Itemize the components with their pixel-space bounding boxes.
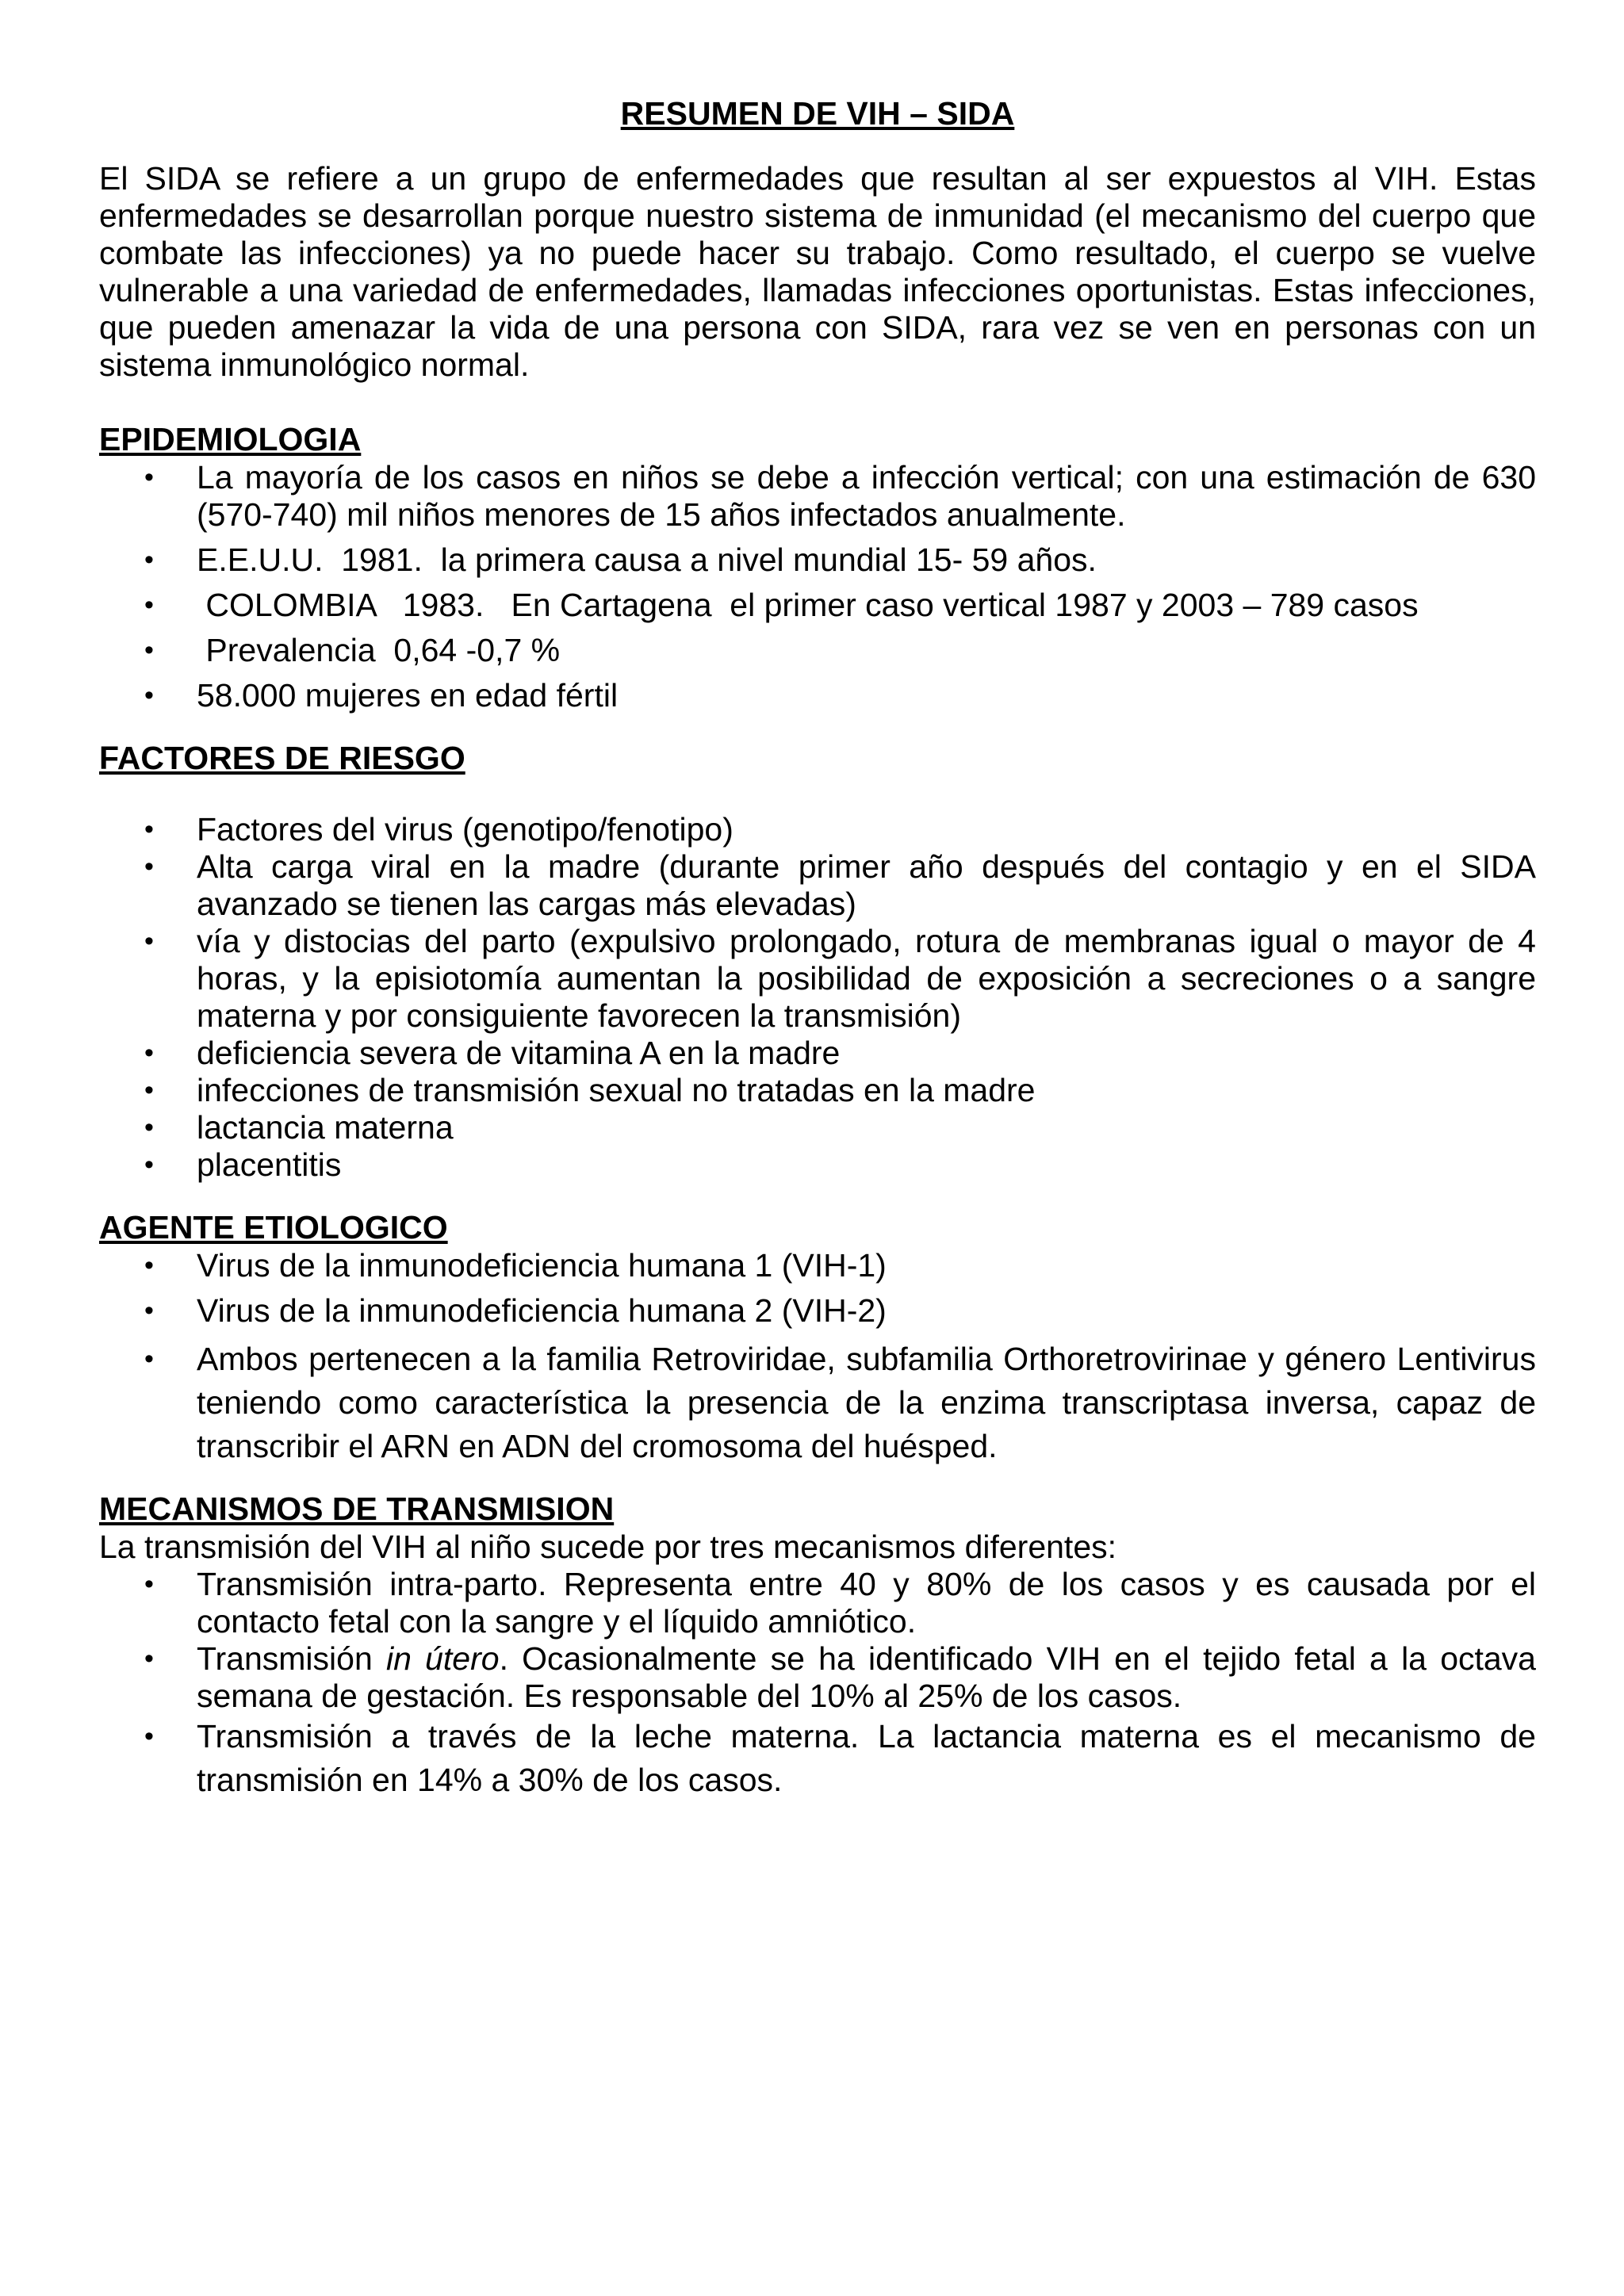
bullet-icon: • [144, 926, 154, 956]
list-item: • infecciones de transmisión sexual no tratadas en la madre [144, 1072, 1036, 1108]
agente-list [99, 1247, 1536, 1468]
bullet-icon: • [144, 1569, 154, 1599]
bullet-icon: • [144, 1644, 154, 1674]
bullet-icon: • [144, 1295, 154, 1326]
list-item: • E.E.U.U. 1981. la primera causa a nivel mundial 15- 59 años. [144, 541, 1097, 578]
bullet-icon: • [144, 1344, 154, 1374]
bullet-icon: • [144, 1150, 154, 1180]
list-item: • 58.000 mujeres en edad fértil [144, 677, 619, 714]
bullet-icon: • [144, 1038, 154, 1068]
page-title: RESUMEN DE VIH – SIDA [620, 95, 1015, 132]
document-page [99, 94, 1536, 1802]
factores-list [99, 811, 1536, 1184]
bullet-icon: • [144, 590, 154, 620]
list-item: • Ambos pertenecen a la familia Retroviridae, subfamilia Orthoretrovirinae y género Lentivirus teniendo como característica la presencia de la enzima transcriptasa inversa, capaz de transcribir el ARN en ADN del cromosoma del huésped. [99, 1337, 1536, 1468]
bullet-icon: • [144, 635, 154, 665]
list-item: • Transmisión a través de la leche materna. La lactancia materna es el mecanismo de transmisión en 14% a 30% de los casos. [99, 1715, 1536, 1802]
list-item: • Factores del virus (genotipo/fenotipo) [144, 811, 733, 848]
bullet-icon: • [144, 680, 154, 710]
factores-heading: FACTORES DE RIESGO [99, 740, 465, 776]
bullet-icon: • [144, 814, 154, 844]
bullet-icon: • [144, 462, 154, 492]
agente-heading: AGENTE ETIOLOGICO [99, 1209, 448, 1246]
list-item: • vía y distocias del parto (expulsivo prolongado, rotura de membranas igual o mayor de 4 horas, y la episiotomía aumentan la posibilidad de exposición a secreciones o a sangre materna y por consiguiente favorecen la transmisión) [144, 923, 1536, 1034]
bullet-icon: • [144, 545, 154, 575]
list-item: • La mayoría de los casos en niños se debe a infección vertical; con una estimación de 630 (570-740) mil niños menores de 15 años infectados anualmente. [144, 459, 1536, 533]
epidemiologia-heading: EPIDEMIOLOGIA [99, 421, 362, 457]
bullet-icon: • [144, 1250, 154, 1280]
mecanismos-heading: MECANISMOS DE TRANSMISION [99, 1490, 615, 1527]
intro-paragraph: El SIDA se refiere a un grupo de enfermedades que resultan al ser expuestos al VIH. Estas enfermedades se desarrollan porque nuestro sistema de inmunidad (el mecanismo del cuerpo que combate las infecciones) ya no puede hacer su trabajo. Como resultado, el cuerpo se vuelve vulnerable a una variedad de enfermedades, llamadas infecciones oportunistas. Estas infecciones, que pueden amenazar la vida de una persona con SIDA, rara vez se ven en personas con un sistema inmunológico normal. [99, 160, 1536, 383]
mecanismos-lead: La transmisión del VIH al niño sucede por tres mecanismos diferentes: [99, 1529, 1117, 1565]
bullet-icon: • [144, 1721, 154, 1751]
epidemiologia-list [99, 459, 1536, 714]
list-item: • Alta carga viral en la madre (durante primer año después del contagio y en el SIDA avanzado se tienen las cargas más elevadas) [144, 848, 1536, 922]
list-item: • Virus de la inmunodeficiencia humana 2 (VIH-2) [144, 1292, 887, 1329]
list-item: • COLOMBIA 1983. En Cartagena el primer caso vertical 1987 y 2003 – 789 casos [144, 587, 1419, 623]
bullet-icon: • [144, 1112, 154, 1142]
list-item: • placentitis [144, 1146, 342, 1183]
in-utero-emphasis: in útero [385, 1640, 500, 1677]
list-item: • Prevalencia 0,64 -0,7 % [144, 632, 561, 668]
list-item: • deficiencia severa de vitamina A en la madre [144, 1035, 841, 1071]
list-item: • Virus de la inmunodeficiencia humana 1 (VIH-1) [144, 1247, 887, 1284]
mecanismos-list [99, 1566, 1536, 1802]
list-item: • Transmisión intra-parto. Representa entre 40 y 80% de los casos y es causada por el contacto fetal con la sangre y el líquido amniótico. [144, 1566, 1536, 1640]
bullet-icon: • [144, 851, 154, 882]
bullet-icon: • [144, 1075, 154, 1105]
list-item: • Transmisión in útero. Ocasionalmente se ha identificado VIH en el tejido fetal a la octava semana de gestación. Es responsable del 10% al 25% de los casos. [144, 1640, 1536, 1714]
list-item: • lactancia materna [144, 1109, 454, 1146]
